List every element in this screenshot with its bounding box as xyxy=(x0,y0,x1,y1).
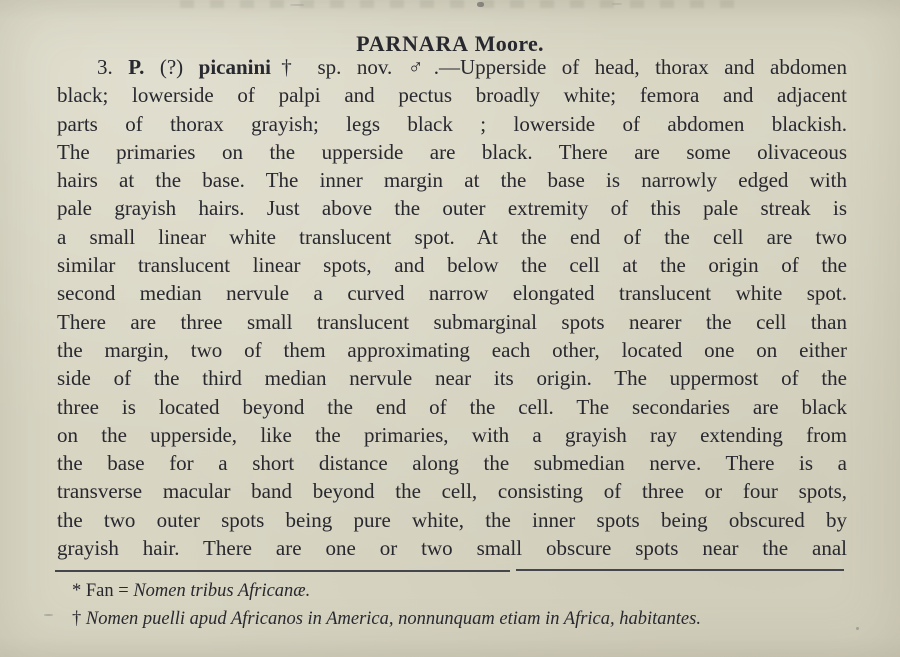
text-line: on the upperside, like the primaries, with a grayish ray extending from xyxy=(57,422,847,447)
text-line: similar translucent linear spots, and below the cell at the origin of the xyxy=(57,253,847,278)
scan-speck xyxy=(290,4,304,6)
species-number: 3. xyxy=(97,55,129,79)
text-line: three is located beyond the end of the cell. The secondaries are black xyxy=(57,394,847,419)
text-line: hairs at the base. The inner margin at the base is narrowly edged with xyxy=(57,168,847,193)
footnote-picanini xyxy=(72,605,847,633)
genus-abbreviation: P. xyxy=(128,55,145,79)
text-line: the two outer spots being pure white, the inner spots being obscured by xyxy=(57,507,847,532)
genus-name: PARNARA xyxy=(356,30,469,56)
footnote-latin-text: Nomen puelli apud Africanos in America, nonnunquam etiam in Africa, habitantes. xyxy=(85,609,701,629)
footnote-divider-line xyxy=(516,569,844,571)
text-line: The primaries on the upperside are black. There are some olivaceous xyxy=(57,139,847,164)
footnote-marker: * Fan = xyxy=(72,581,134,601)
text-line: second median nervule a curved narrow elongated translucent white spot. xyxy=(57,281,847,306)
query-mark: (?) xyxy=(144,55,199,79)
scan-speck xyxy=(477,2,484,7)
text-line: a small linear white translucent spot. At the end of the cell are two xyxy=(57,224,847,249)
text-line: parts of thorax grayish; legs black ; lowerside of abdomen blackish. xyxy=(57,111,847,136)
text-line: side of the third median nervule near its origin. The uppermost of the xyxy=(57,366,847,391)
text-line: the base for a short distance along the submedian nerve. There is a xyxy=(57,451,847,476)
scan-artifact-top-edge xyxy=(180,0,740,8)
text-line xyxy=(57,53,847,81)
text-line: grayish hair. There are one or two small obscure spots near the anal xyxy=(57,536,847,561)
text-line: There are three small translucent submarginal spots nearer the cell than xyxy=(57,309,847,334)
species-description-paragraph xyxy=(57,53,847,562)
line1-rest: † sp. nov. ♂.—Upperside of head, thorax and abdomen xyxy=(271,55,847,79)
species-epithet: picanini xyxy=(198,55,272,79)
scan-speck xyxy=(856,627,859,630)
text-line: pale grayish hairs. Just above the outer extremity of this pale streak is xyxy=(57,196,847,221)
footnotes-block xyxy=(72,577,847,633)
title-author: Moore. xyxy=(468,30,544,56)
scan-speck xyxy=(44,614,53,616)
text-line: black; lowerside of palpi and pectus broadly white; femora and adjacent xyxy=(57,83,847,108)
footnote-latin-text: Nomen tribus Africanæ. xyxy=(133,581,311,601)
footnote-fan xyxy=(72,577,847,605)
text-line: transverse macular band beyond the cell, consisting of three or four spots, xyxy=(57,479,847,504)
footnote-marker: † xyxy=(72,609,86,629)
scan-speck xyxy=(612,3,622,5)
text-line: the margin, two of them approximating each other, located one on either xyxy=(57,337,847,362)
footnote-divider-line xyxy=(55,570,510,572)
